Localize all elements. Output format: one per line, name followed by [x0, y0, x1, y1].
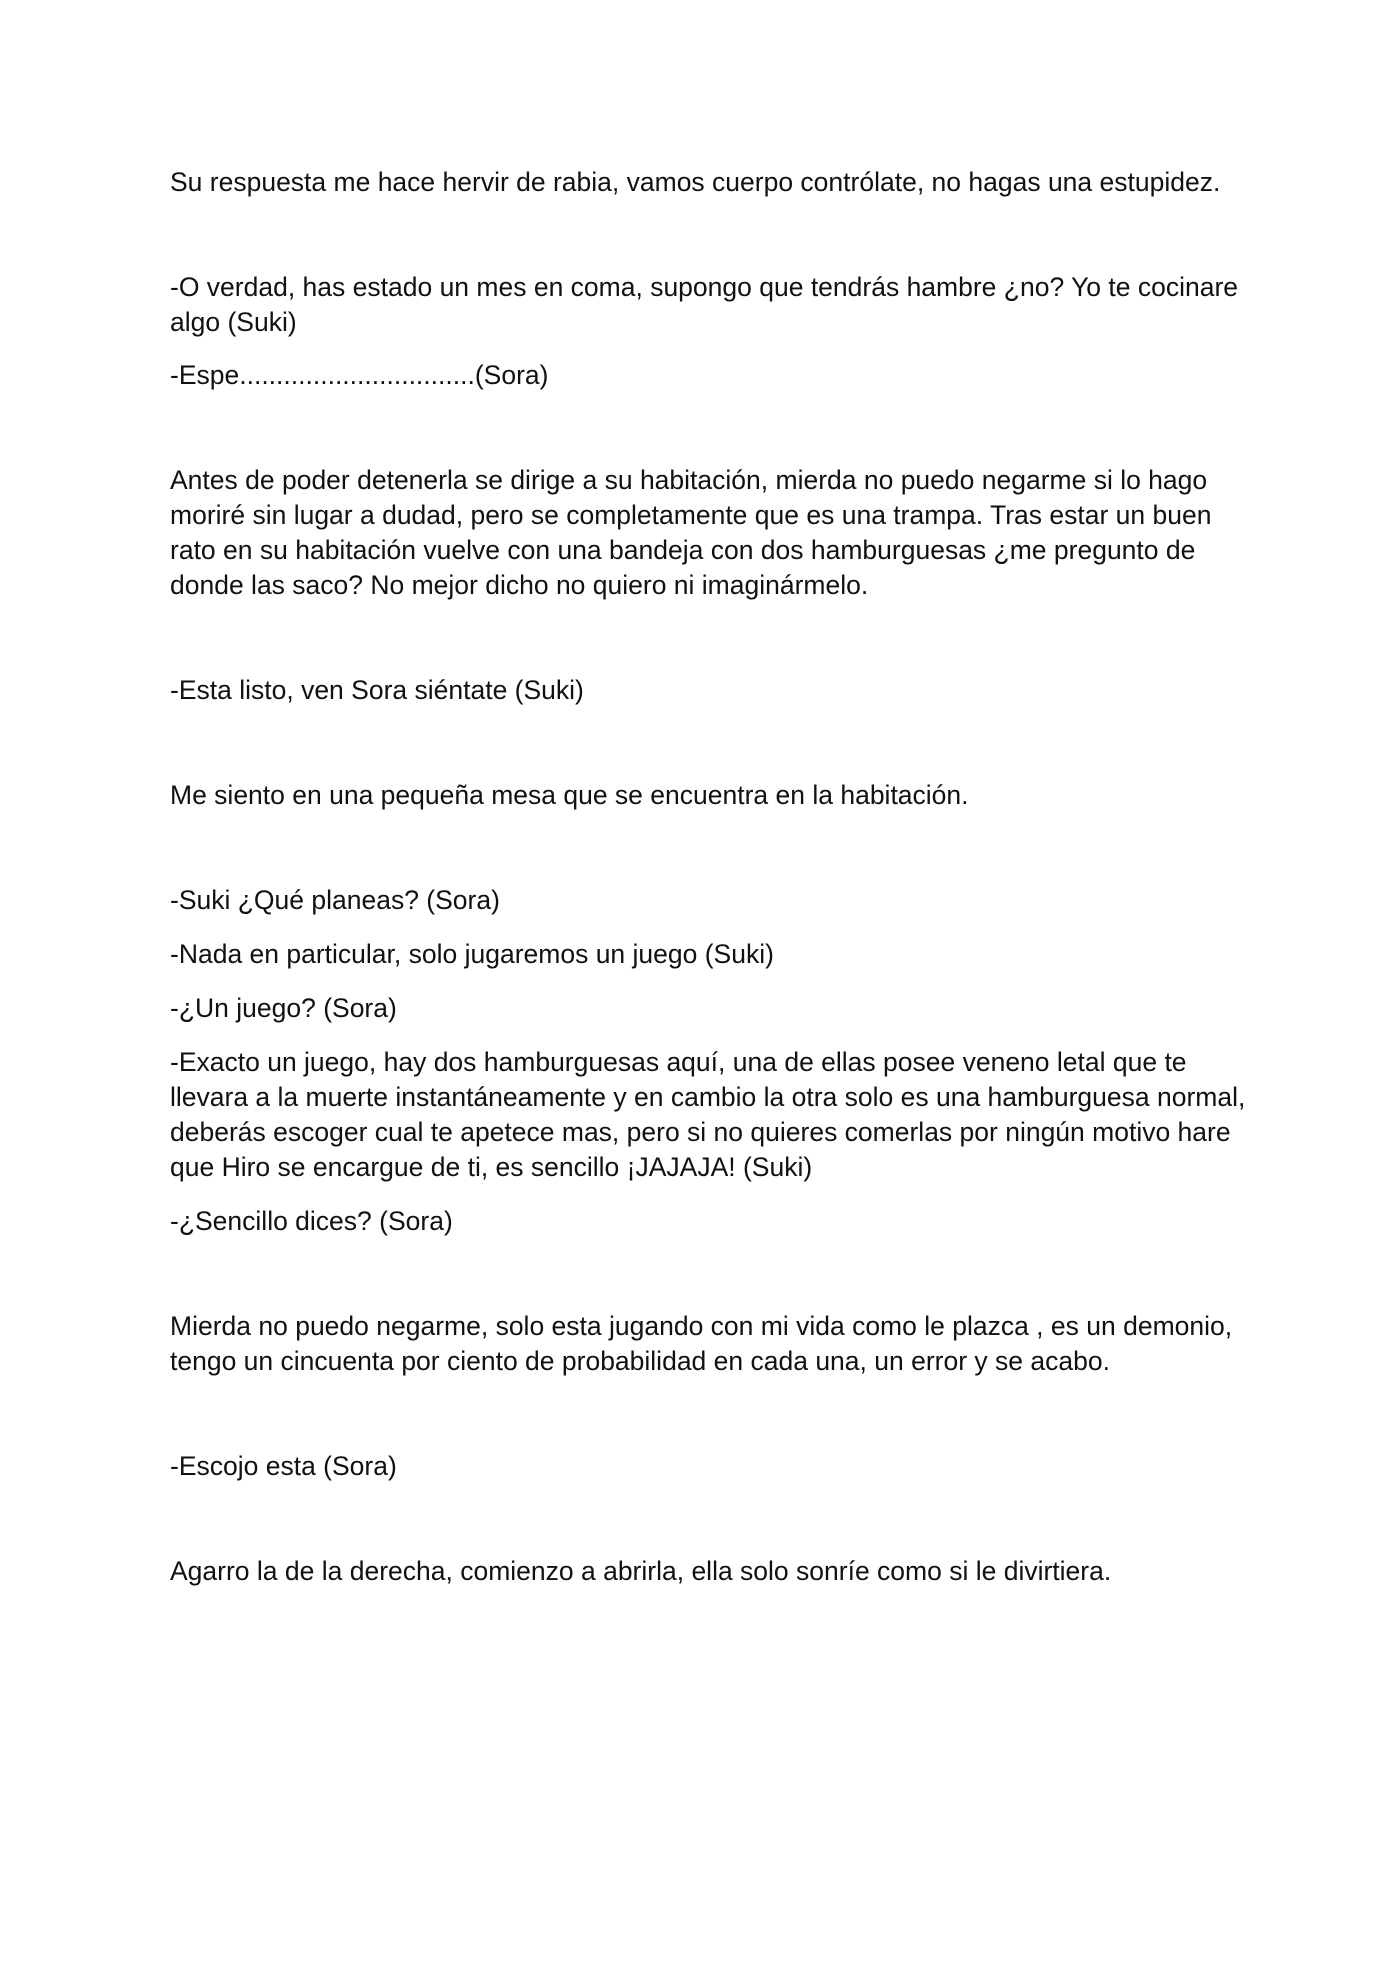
- narration-paragraph: Antes de poder detenerla se dirige a su habitación, mierda no puedo negarme si lo hago moriré sin lugar a dudad, pero se completamente que es una trampa. Tras estar un buen rato en su habitación vuelve con una bandeja con dos hamburguesas ¿me pregunto de donde las saco? No mejor dicho no quiero ni imaginármelo.: [170, 465, 1212, 600]
- narration-paragraph: Me siento en una pequeña mesa que se encuentra en la habitación.: [170, 780, 969, 810]
- dialogue-line: -¿Sencillo dices? (Sora): [170, 1206, 453, 1236]
- dialogue-line: -Suki ¿Qué planeas? (Sora): [170, 885, 500, 915]
- narration-paragraph: Mierda no puedo negarme, solo esta jugando con mi vida como le plazca , es un demonio, tengo un cincuenta por ciento de probabilidad en cada una, un error y se acabo.: [170, 1311, 1233, 1376]
- dialogue-line: -O verdad, has estado un mes en coma, supongo que tendrás hambre ¿no? Yo te cocinare algo (Suki): [170, 272, 1239, 337]
- narration-paragraph: Agarro la de la derecha, comienzo a abrirla, ella solo sonríe como si le divirtiera.: [170, 1556, 1112, 1586]
- dialogue-line: -Esta listo, ven Sora siéntate (Suki): [170, 675, 584, 705]
- dialogue-line: -Espe................................(Sora): [170, 360, 549, 390]
- document-page: [170, 165, 1250, 1589]
- narration-paragraph: Su respuesta me hace hervir de rabia, vamos cuerpo contrólate, no hagas una estupidez.: [170, 167, 1221, 197]
- dialogue-line: -¿Un juego? (Sora): [170, 993, 397, 1023]
- dialogue-line: -Escojo esta (Sora): [170, 1451, 397, 1481]
- dialogue-line: -Nada en particular, solo jugaremos un juego (Suki): [170, 939, 774, 969]
- dialogue-line: -Exacto un juego, hay dos hamburguesas aquí, una de ellas posee veneno letal que te llevara a la muerte instantáneamente y en cambio la otra solo es una hamburguesa normal, deberás escoger cual te apetece mas, pero si no quieres comerlas por ningún motivo hare que Hiro se encargue de ti, es sencillo ¡JAJAJA! (Suki): [170, 1047, 1246, 1182]
